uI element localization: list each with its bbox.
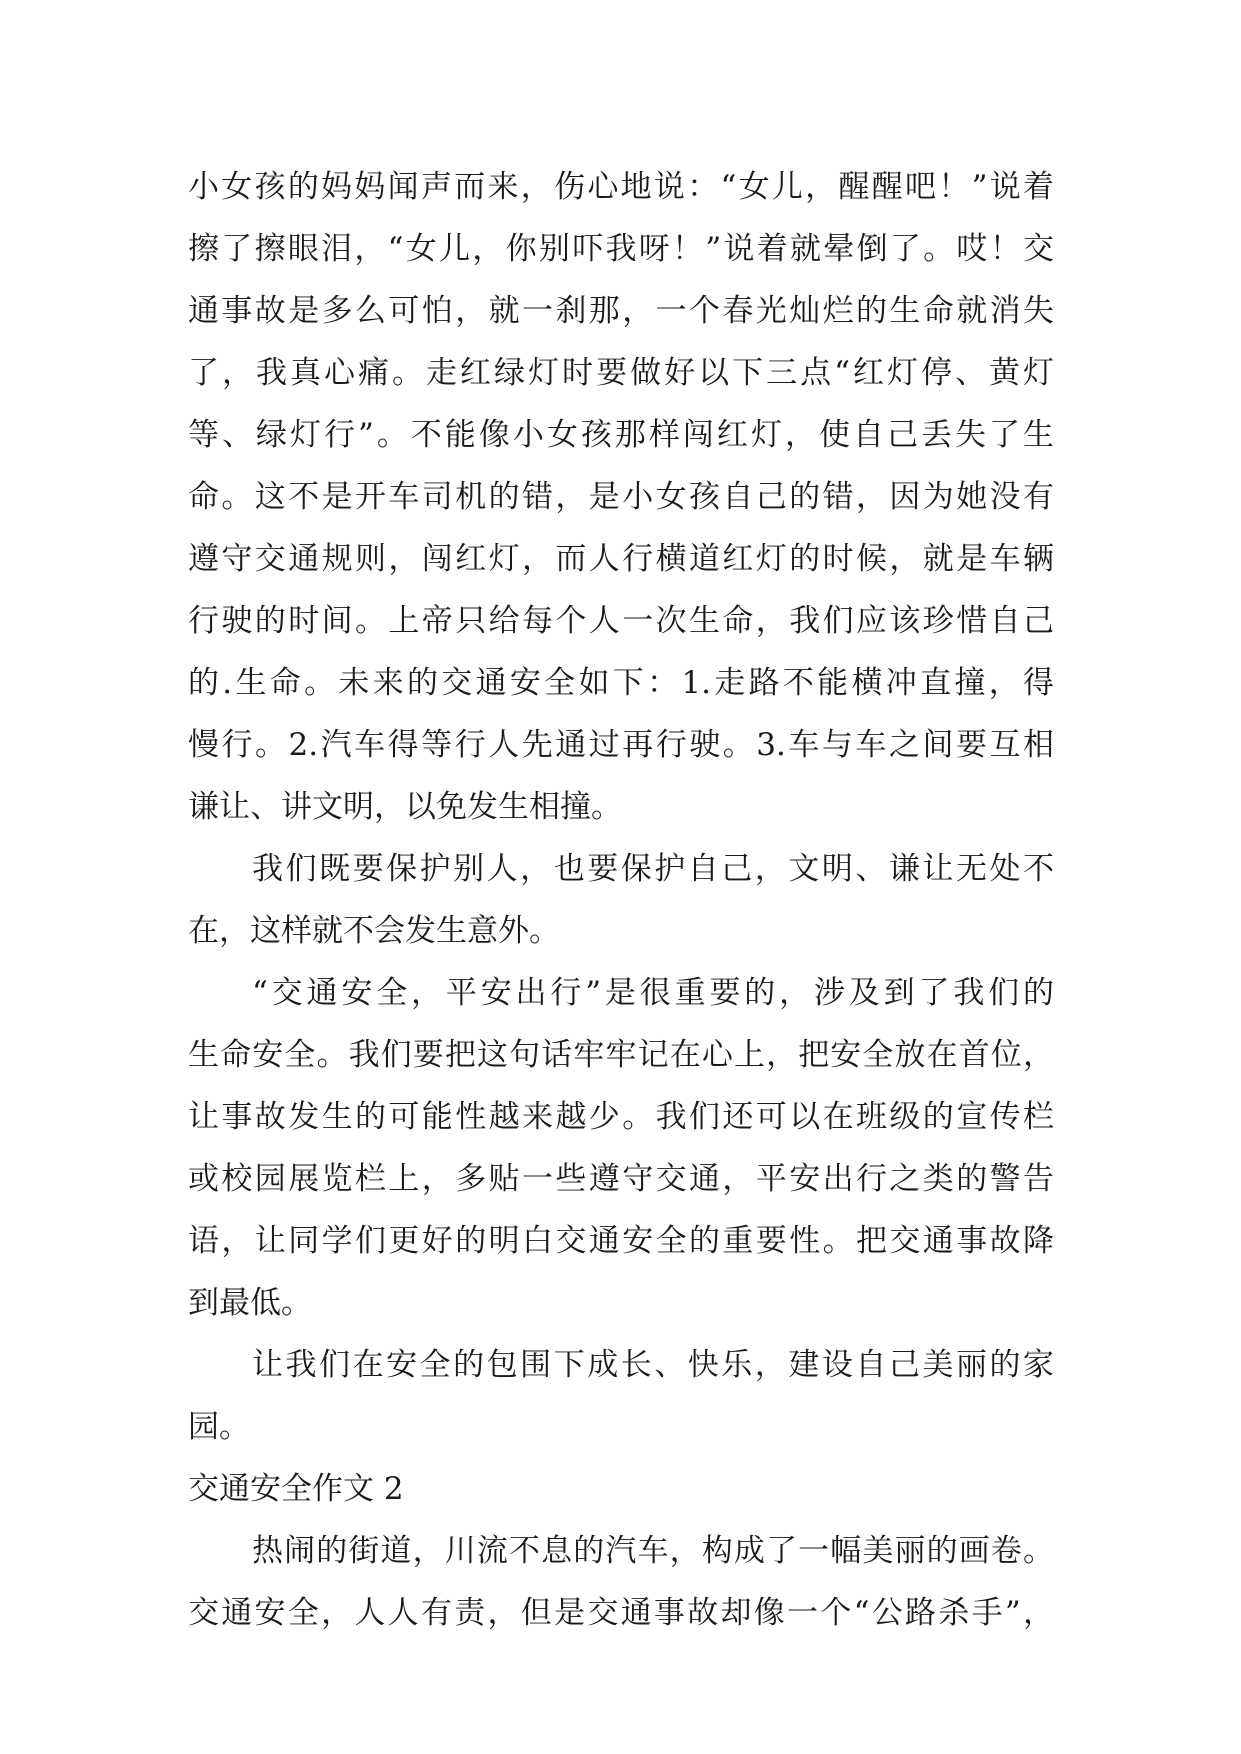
section-heading: 交通安全作文 2 [188,1471,404,1507]
text-line: 擦了擦眼泪，“女儿，你别吓我呀！”说着就晕倒了。哎！交 [188,231,1054,267]
paragraph-first-line: 让我们在安全的包围下成长、快乐，建设自己美丽的家 [252,1347,1054,1383]
text-line: 到最低。 [188,1285,312,1321]
text-line: 等、绿灯行”。不能像小女孩那样闯红灯，使自己丢失了生 [188,417,1054,453]
text-line: 慢行。2.汽车得等行人先通过再行驶。3.车与车之间要互相 [188,727,1054,763]
text-line: 的.生命。未来的交通安全如下：1.走路不能横冲直撞，得 [188,665,1054,701]
text-line: 小女孩的妈妈闻声而来，伤心地说：“女儿，醒醒吧！”说着 [188,169,1054,205]
text-line: 让事故发生的可能性越来越少。我们还可以在班级的宣传栏 [188,1099,1054,1135]
text-line: 了，我真心痛。走红绿灯时要做好以下三点“红灯停、黄灯 [188,355,1054,391]
text-line: 语，让同学们更好的明白交通安全的重要性。把交通事故降 [188,1223,1054,1259]
text-line: 在，这样就不会发生意外。 [188,913,560,949]
paragraph-first-line: 热闹的街道，川流不息的汽车，构成了一幅美丽的画卷。 [252,1533,1054,1569]
text-line: 通事故是多么可怕，就一刹那，一个春光灿烂的生命就消失 [188,293,1054,329]
text-line: 遵守交通规则，闯红灯，而人行横道红灯的时候，就是车辆 [188,541,1054,577]
essay-text [188,156,1054,1644]
text-line: 行驶的时间。上帝只给每个人一次生命，我们应该珍惜自己 [188,603,1054,639]
text-line: 或校园展览栏上，多贴一些遵守交通，平安出行之类的警告 [188,1161,1054,1197]
text-line: 谦让、讲文明，以免发生相撞。 [188,789,622,825]
paragraph-first-line: “交通安全，平安出行”是很重要的，涉及到了我们的 [252,975,1054,1011]
text-line: 交通安全，人人有责，但是交通事故却像一个“公路杀手”， [188,1595,1054,1631]
paragraph-first-line: 我们既要保护别人，也要保护自己，文明、谦让无处不 [252,851,1054,887]
text-line: 命。这不是开车司机的错，是小女孩自己的错，因为她没有 [188,479,1054,515]
text-line: 园。 [188,1409,250,1445]
text-line: 生命安全。我们要把这句话牢牢记在心上，把安全放在首位， [188,1037,1054,1073]
